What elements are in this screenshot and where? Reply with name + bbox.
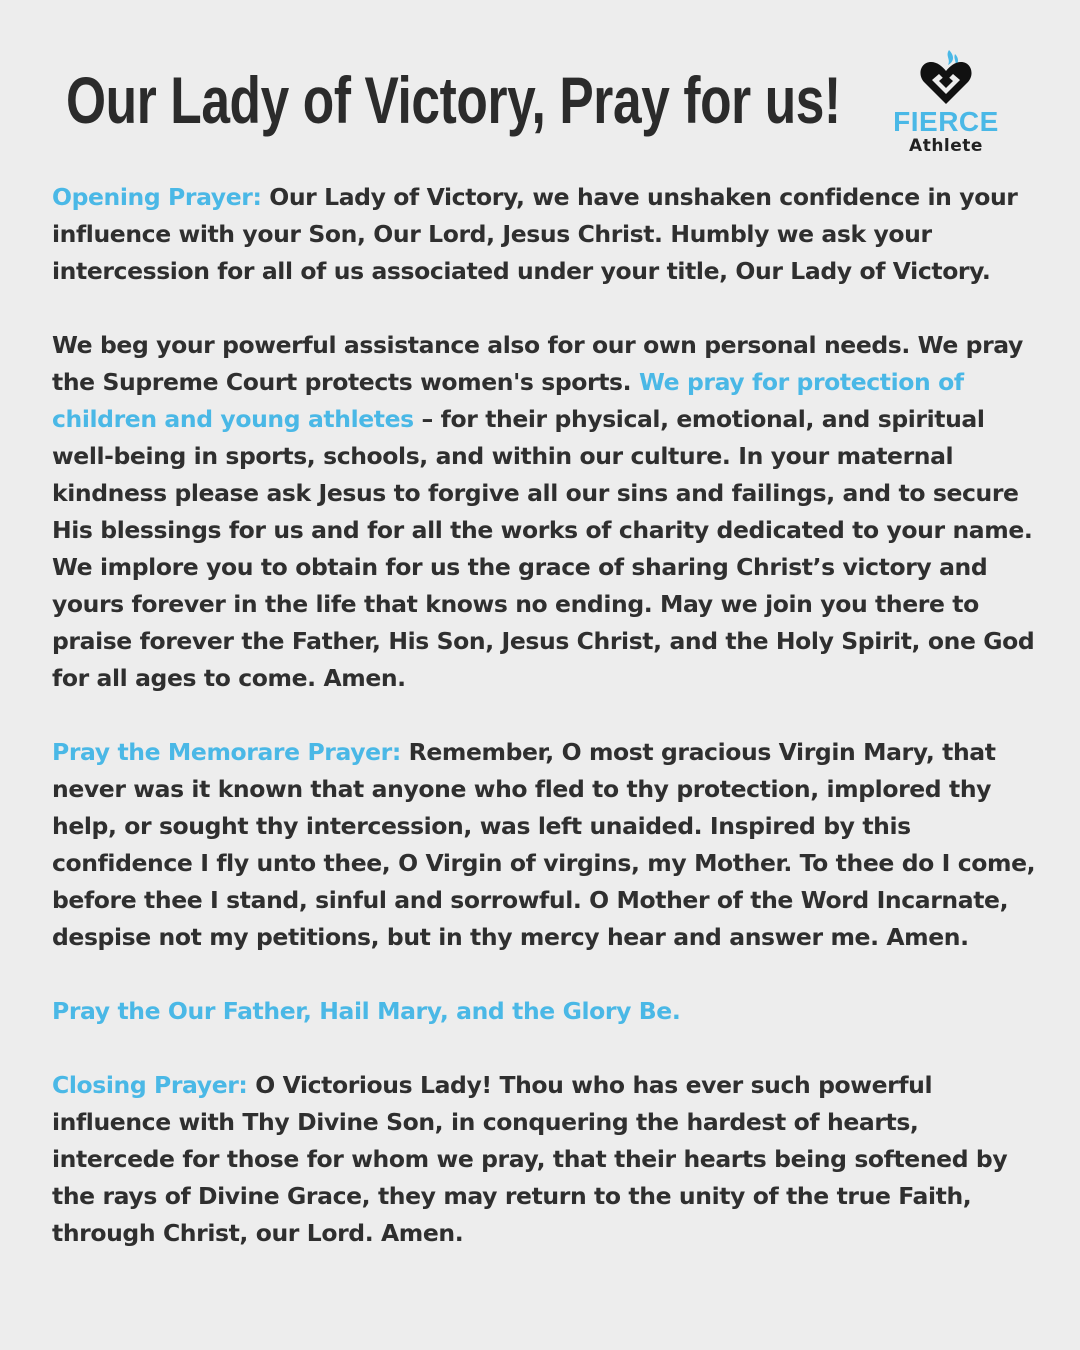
closing-line-2: influence with Thy Divine Son, in conquering the hardest of hearts, bbox=[52, 1108, 919, 1136]
page-title: Our Lady of Victory, Pray for us! bbox=[66, 63, 841, 137]
petition-line-7: We implore you to obtain for us the grace of sharing Christ’s victory and bbox=[52, 553, 988, 581]
opening-line-2: influence with your Son, Our Lord, Jesus Christ. Humbly we ask your bbox=[52, 220, 932, 248]
petition-line-10: for all ages to come. Amen. bbox=[52, 664, 406, 692]
memorare-prayer bbox=[52, 734, 1052, 956]
opening-prayer-label: Opening Prayer: bbox=[52, 183, 262, 211]
petition-line-9: praise forever the Father, His Son, Jesus Christ, and the Holy Spirit, one God bbox=[52, 627, 1035, 655]
memorare-line-3: help, or sought thy intercession, was left unaided. Inspired by this bbox=[52, 812, 911, 840]
memorare-line-2: never was it known that anyone who fled to thy protection, implored thy bbox=[52, 775, 992, 803]
petition-line-2-text: the Supreme Court protects women's sports. bbox=[52, 368, 632, 396]
petition-line-2 bbox=[52, 364, 1052, 401]
closing-line-5: through Christ, our Lord. Amen. bbox=[52, 1219, 464, 1247]
petition-line-6: His blessings for us and for all the works of charity dedicated to your name. bbox=[52, 516, 1033, 544]
petition-line-5: kindness please ask Jesus to forgive all our sins and failings, and to secure bbox=[52, 479, 1019, 507]
opening-text-1: Our Lady of Victory, we have unshaken confidence in your bbox=[269, 183, 1018, 211]
opening-line-3: intercession for all of us associated under your title, Our Lady of Victory. bbox=[52, 257, 991, 285]
memorare-line-5: before thee I stand, sinful and sorrowful. O Mother of the Word Incarnate, bbox=[52, 886, 1009, 914]
closing-line-1 bbox=[52, 1067, 1052, 1104]
petition-line-1: We beg your powerful assistance also for our own personal needs. We pray bbox=[52, 331, 1023, 359]
opening-prayer bbox=[52, 179, 1052, 290]
petition-highlight-end: children and young athletes bbox=[52, 405, 414, 433]
logo-subtitle: Athlete bbox=[909, 136, 983, 156]
prayers-line: Pray the Our Father, Hail Mary, and the Glory Be. bbox=[52, 997, 681, 1025]
memorare-line-4: confidence I fly unto thee, O Virgin of virgins, my Mother. To thee do I come, bbox=[52, 849, 1036, 877]
closing-text-1: O Victorious Lady! Thou who has ever such powerful bbox=[255, 1071, 933, 1099]
prayers-instruction bbox=[52, 993, 1052, 1030]
fierce-athlete-logo bbox=[880, 48, 1012, 160]
petition-highlight-start: We pray for protection of bbox=[638, 368, 964, 396]
memorare-line-1 bbox=[52, 734, 1052, 771]
fierce-athlete-heart-flame-icon bbox=[918, 48, 974, 106]
closing-prayer bbox=[52, 1067, 1052, 1252]
petition-line-8: yours forever in the life that knows no ending. May we join you there to bbox=[52, 590, 979, 618]
petition-paragraph bbox=[52, 327, 1052, 697]
closing-prayer-label: Closing Prayer: bbox=[52, 1071, 248, 1099]
memorare-text-1: Remember, O most gracious Virgin Mary, that bbox=[408, 738, 996, 766]
logo-wordmark: FIERCE bbox=[893, 106, 999, 137]
petition-line-4: well-being in sports, schools, and within our culture. In your maternal bbox=[52, 442, 954, 470]
opening-line-1 bbox=[52, 179, 1052, 216]
memorare-line-6: despise not my petitions, but in thy mercy hear and answer me. Amen. bbox=[52, 923, 969, 951]
petition-line-3 bbox=[52, 401, 1052, 438]
prayer-body bbox=[52, 179, 1052, 1289]
petition-line-3-text: – for their physical, emotional, and spiritual bbox=[421, 405, 985, 433]
closing-line-3: intercede for those for whom we pray, that their hearts being softened by bbox=[52, 1145, 1008, 1173]
memorare-prayer-label: Pray the Memorare Prayer: bbox=[52, 738, 401, 766]
closing-line-4: the rays of Divine Grace, they may return to the unity of the true Faith, bbox=[52, 1182, 972, 1210]
